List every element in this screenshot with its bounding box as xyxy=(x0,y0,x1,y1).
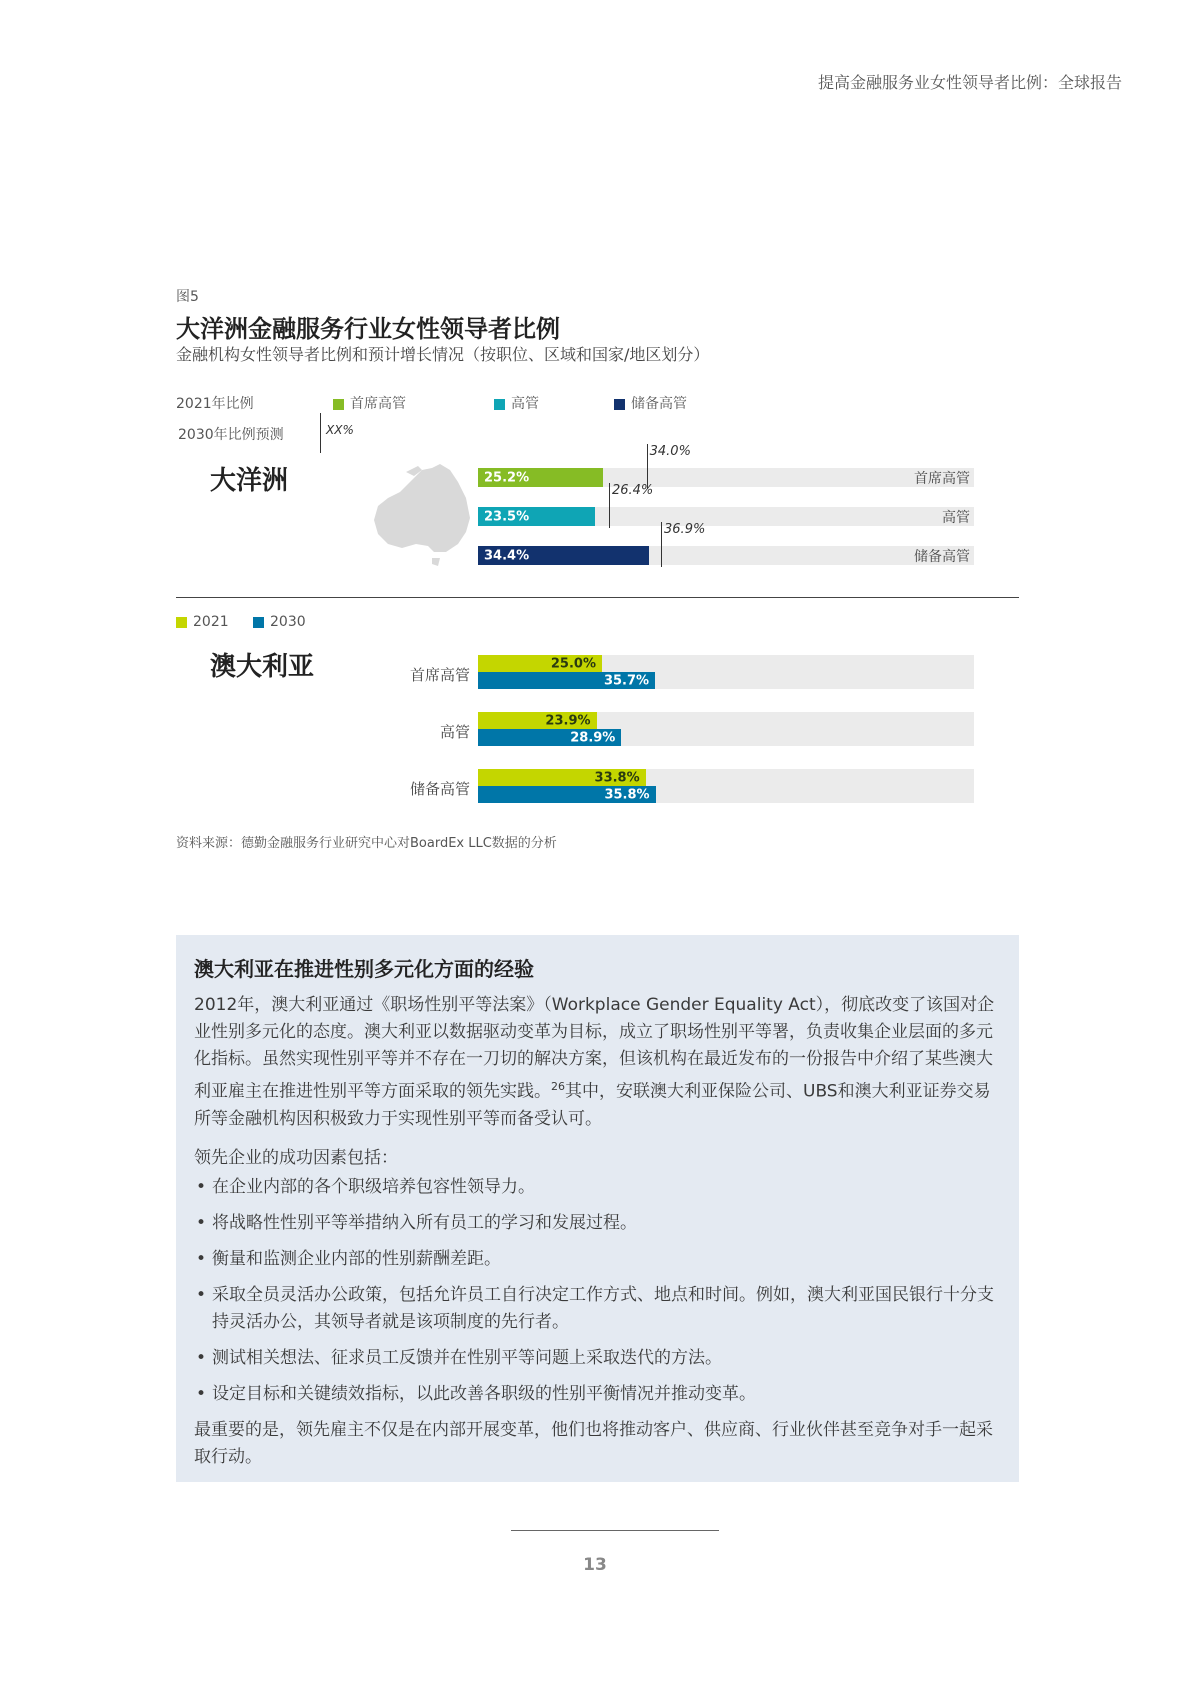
australia-bar-value-label: 25.0% xyxy=(550,656,596,671)
australia-bar-value-label: 33.8% xyxy=(594,770,640,785)
australia-track xyxy=(478,672,974,689)
legend-item-label: 首席高管 xyxy=(350,396,406,412)
legend-item-exec xyxy=(494,393,539,413)
figure-title: 大洋洲金融服务行业女性领导者比例 xyxy=(176,315,560,343)
box-paragraph xyxy=(194,992,999,1133)
australia-track xyxy=(478,712,974,729)
legend-swatch-reserve xyxy=(614,399,625,410)
oceania-category-label: 高管 xyxy=(942,509,970,526)
oceania-bar-value-label: 25.2% xyxy=(484,470,530,485)
list-item: • 设定目标和关键绩效指标，以此改善各职级的性别平衡情况并推动变革。 xyxy=(194,1381,999,1408)
australia-category-label: 高管 xyxy=(439,723,470,741)
list-item: • 衡量和监测企业内部的性别薪酬差距。 xyxy=(194,1246,999,1273)
oceania-row xyxy=(478,546,974,565)
australia-track xyxy=(478,769,974,786)
legend-swatch-2030 xyxy=(253,617,264,628)
australia-track xyxy=(478,729,974,746)
australia-track xyxy=(478,786,974,803)
chart-divider xyxy=(176,597,1019,598)
legend-2030-label: 2030 xyxy=(270,614,306,630)
australia-track xyxy=(478,655,974,672)
list-item: • 在企业内部的各个职级培养包容性领导力。 xyxy=(194,1174,999,1201)
australia-map-icon xyxy=(370,460,480,570)
oceania-forecast-label: 34.0% xyxy=(649,444,691,459)
australia-bar-2021 xyxy=(478,712,597,729)
australia-bar-2021 xyxy=(478,769,646,786)
legend-swatch-ceo xyxy=(333,399,344,410)
legend-item-ceo xyxy=(333,393,406,413)
oceania-forecast-tick xyxy=(609,483,610,528)
box-title: 澳大利亚在推进性别多元化方面的经验 xyxy=(194,957,534,981)
region-title-australia: 澳大利亚 xyxy=(210,652,315,682)
list-item: • 测试相关想法、征求员工反馈并在性别平等问题上采取迭代的方法。 xyxy=(194,1345,999,1372)
oceania-forecast-label: 36.9% xyxy=(664,522,706,537)
page-number: 13 xyxy=(583,1555,607,1575)
figure-subtitle: 金融机构女性领导者比例和预计增长情况（按职位、区域和国家/地区划分） xyxy=(176,345,710,364)
oceania-forecast-tick xyxy=(661,522,662,567)
australia-bar-value-label: 35.7% xyxy=(603,673,650,688)
australia-bar-value-label: 23.9% xyxy=(545,713,591,728)
legend-2021-label: 2021 xyxy=(193,614,229,630)
figure-label: 图5 xyxy=(176,289,199,305)
footnote-ref: 26 xyxy=(551,1080,565,1093)
australia-bar-2030 xyxy=(478,786,656,803)
box-lead: 领先企业的成功因素包括： xyxy=(194,1147,398,1168)
region-title-oceania: 大洋洲 xyxy=(210,466,289,496)
oceania-bar-2021 xyxy=(478,468,603,487)
oceania-row xyxy=(478,468,974,487)
box-conclusion: 最重要的是，领先雇主不仅是在内部开展变革，他们也将推动客户、供应商、行业伙伴甚至竞争对手一起采取行动。 xyxy=(194,1419,993,1467)
legend-forecast-2030: 2030年比例预测 xyxy=(178,427,284,443)
australia-bar-2030 xyxy=(478,729,621,746)
oceania-forecast-label: 26.4% xyxy=(611,483,654,498)
legend-2030 xyxy=(253,614,306,630)
australia-bar-2021 xyxy=(478,655,602,672)
oceania-category-label: 储备高管 xyxy=(914,548,970,565)
oceania-bar-2021 xyxy=(478,546,649,565)
australia-experience-box xyxy=(176,935,1019,1482)
australia-category-label: 储备高管 xyxy=(409,780,470,798)
legend-ratio-2021: 2021年比例 xyxy=(176,396,254,412)
oceania-bar-2021 xyxy=(478,507,595,526)
oceania-row xyxy=(478,507,974,526)
legend-forecast-marker xyxy=(320,413,321,453)
success-factor-list xyxy=(194,1174,999,1408)
list-item: • 将战略性性别平等举措纳入所有员工的学习和发展过程。 xyxy=(194,1210,999,1237)
australia-category-label: 首席高管 xyxy=(409,666,470,684)
legend-item-label: 高管 xyxy=(511,396,539,412)
figure-source: 资料来源：德勤金融服务行业研究中心对BoardEx LLC数据的分析 xyxy=(176,836,557,851)
australia-bar-value-label: 28.9% xyxy=(570,730,616,745)
legend-item-reserve xyxy=(614,393,687,413)
legend-forecast-marker-label: XX% xyxy=(326,423,354,437)
legend-swatch-exec xyxy=(494,399,505,410)
australia-bar-value-label: 35.8% xyxy=(604,787,650,802)
oceania-bar-value-label: 34.4% xyxy=(484,548,530,563)
oceania-category-label: 首席高管 xyxy=(914,470,970,487)
report-header-title: 提高金融服务业女性领导者比例：全球报告 xyxy=(817,73,1122,92)
box-paragraph-part-b: 其中，安联澳大利亚保险公司、UBS和澳大利亚证券交易所等金融机构因积极致力于实现性别平等而备受认可。 xyxy=(194,1081,991,1129)
oceania-bar-value-label: 23.5% xyxy=(484,509,530,524)
legend-swatch-2021 xyxy=(176,617,187,628)
box-paragraph-part-a: 2012年，澳大利亚通过《职场性别平等法案》（Workplace Gender Equality Act），彻底改变了该国对企业性别多元化的态度。澳大利亚以数据驱动变革为目标，成立了职场性别平等署，负责收集企业层面的多元化指标。虽然实现性别平等并不存在一刀切的解决方案，但该机构在最近发布的一份报告中介绍了某些澳大利亚雇主在推进性别平等方面采取的领先实践。 xyxy=(194,995,995,1102)
legend-item-label: 储备高管 xyxy=(631,396,687,412)
footer-rule xyxy=(511,1530,719,1531)
legend-2021 xyxy=(176,614,229,630)
list-item: • 采取全员灵活办公政策，包括允许员工自行决定工作方式、地点和时间。例如，澳大利亚国民银行十分支持灵活办公，其领导者就是该项制度的先行者。 xyxy=(194,1282,999,1336)
australia-bar-2030 xyxy=(478,672,655,689)
